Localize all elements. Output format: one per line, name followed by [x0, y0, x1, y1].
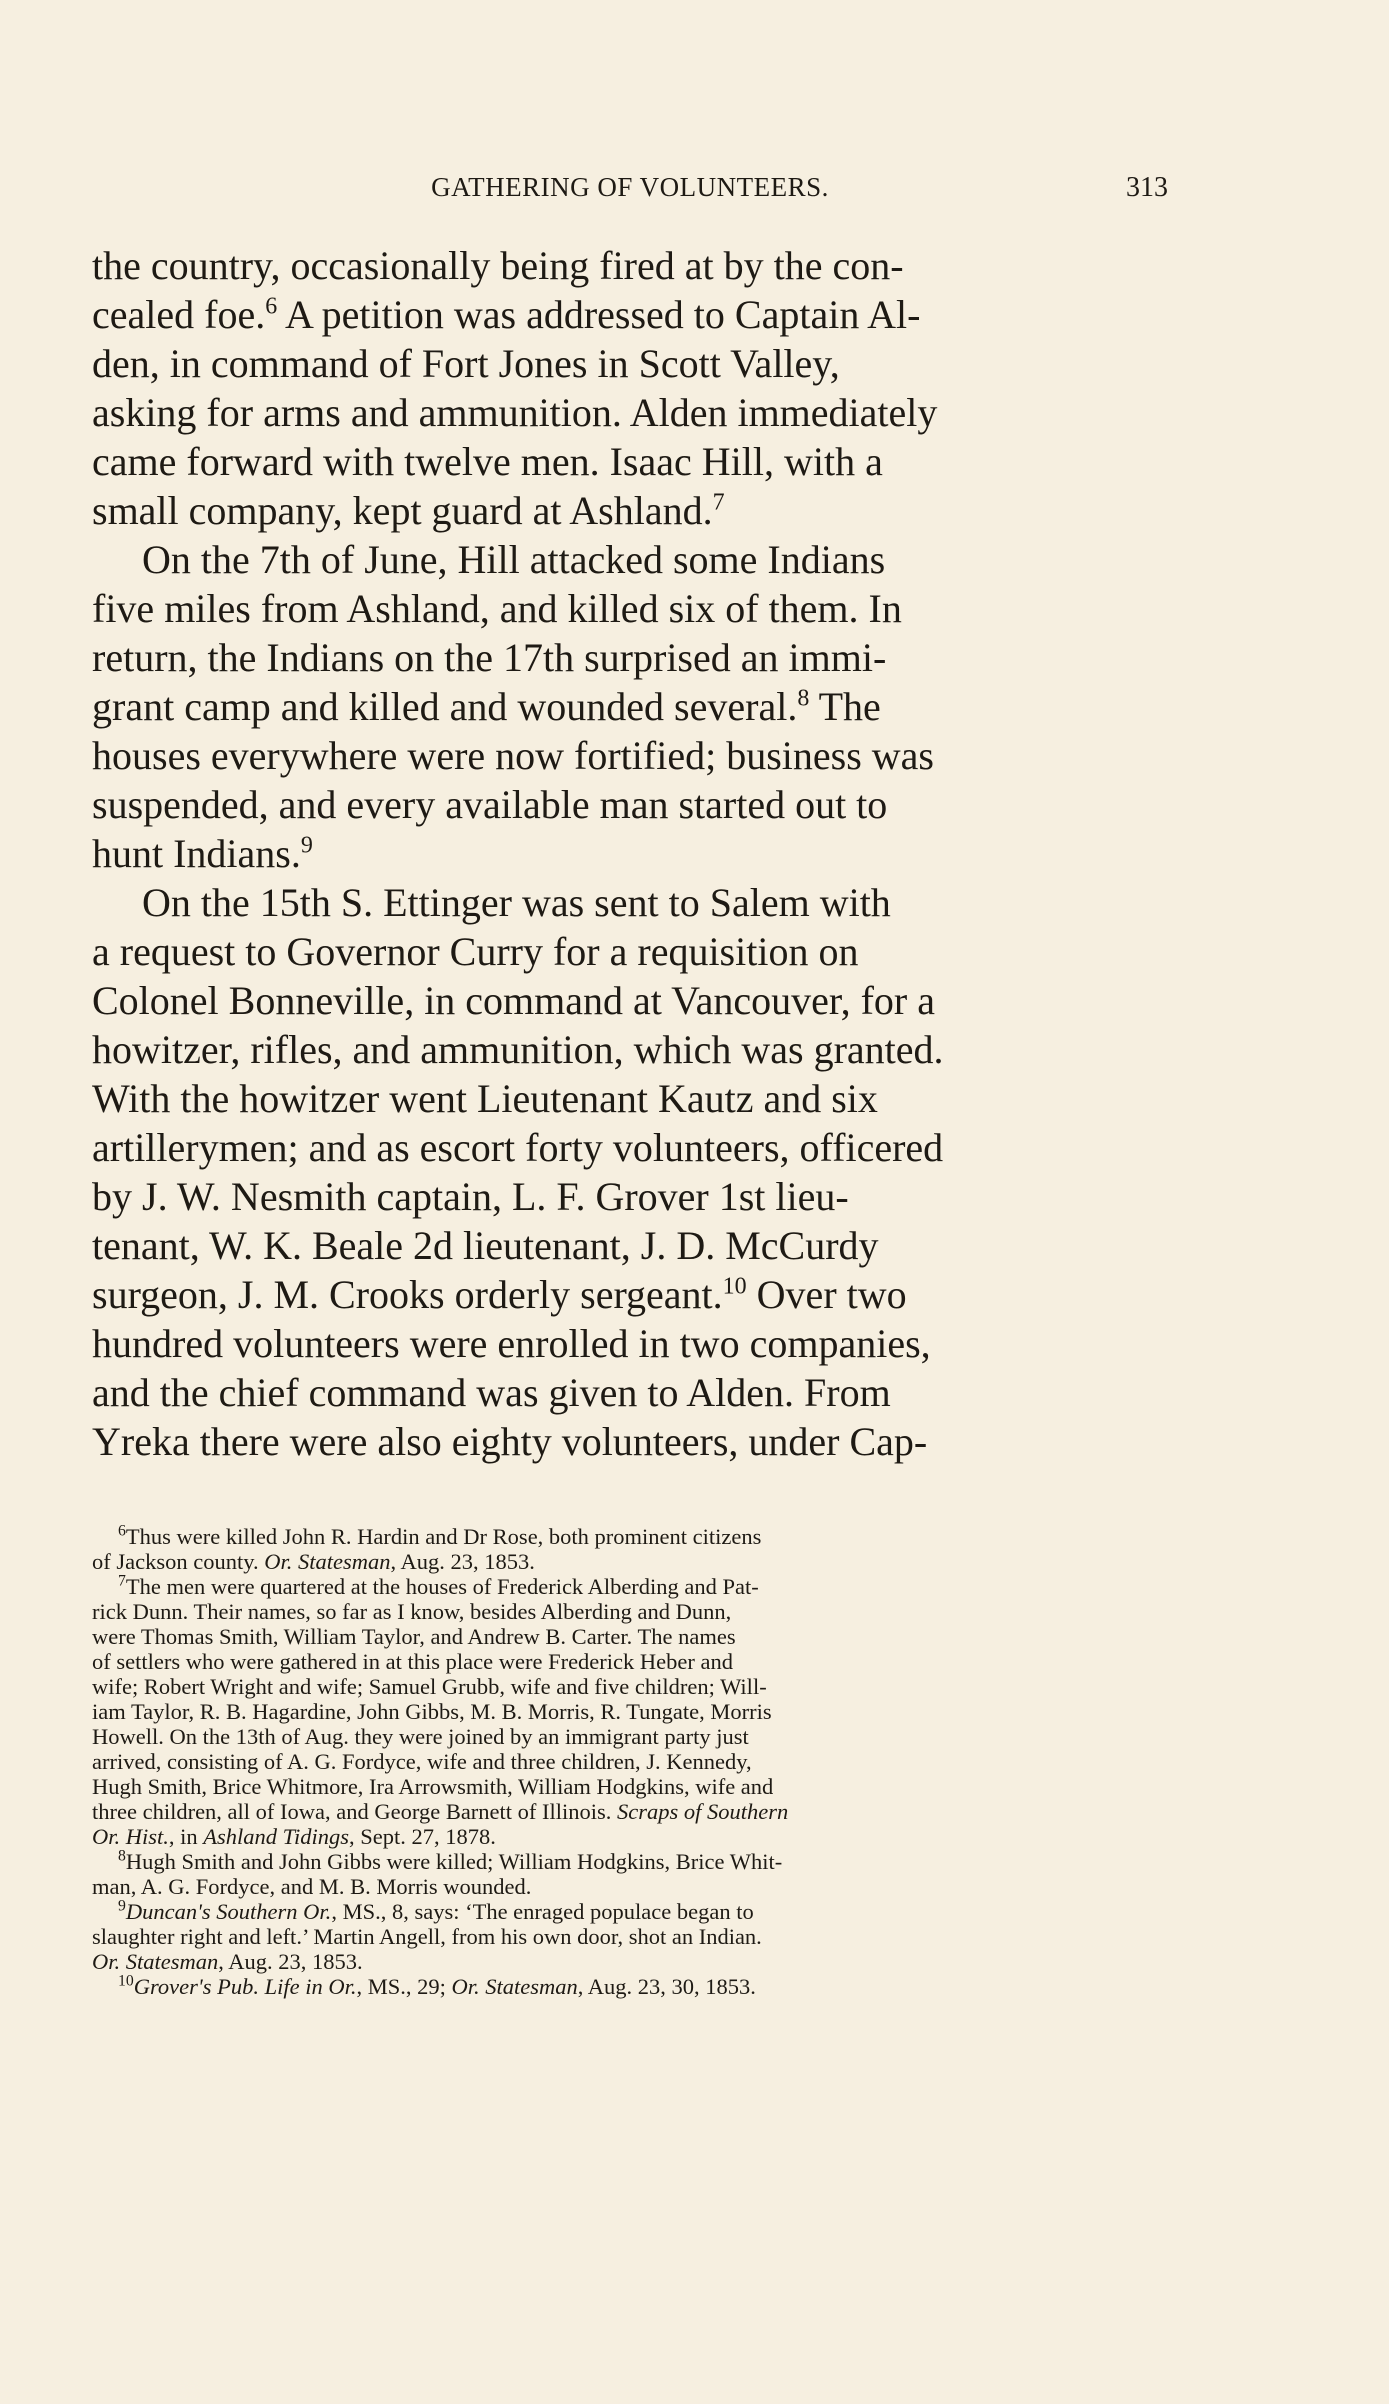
italic-text: Or. Hist. [92, 1824, 169, 1849]
text-run: the country, occasionally being fired at by the con- [92, 243, 904, 288]
footnote-line [92, 1899, 1168, 1924]
footnote-line [92, 1799, 1168, 1824]
text-run: wife; Robert Wright and wife; Samuel Grubb, wife and five children; Will- [92, 1674, 767, 1699]
footnotes [92, 1524, 1168, 1999]
body-line [92, 241, 1168, 290]
italic-text: Or. Statesman [264, 1549, 391, 1574]
text-run: howitzer, rifles, and ammunition, which was granted. [92, 1027, 944, 1072]
footnote-line [92, 1599, 1168, 1624]
italic-text: Or. Statesman [451, 1974, 578, 1999]
text-run: came forward with twelve men. Isaac Hill, with a [92, 439, 883, 484]
text-run: hunt Indians. [92, 831, 301, 876]
body-line [92, 682, 1168, 731]
footnote-marker: 9 [118, 1899, 126, 1915]
body-line [92, 633, 1168, 682]
page-number: 313 [1126, 172, 1168, 203]
footnote-line [92, 1649, 1168, 1674]
body-line [92, 437, 1168, 486]
text-run: man, A. G. Fordyce, and M. B. Morris wounded. [92, 1874, 532, 1899]
italic-text: Duncan's Southern Or. [125, 1899, 332, 1924]
body-line [92, 1319, 1168, 1368]
body-line [92, 1221, 1168, 1270]
footnote-line [92, 1724, 1168, 1749]
text-run: hundred volunteers were enrolled in two companies, [92, 1321, 931, 1366]
text-run: a request to Governor Curry for a requisition on [92, 929, 859, 974]
text-run: houses everywhere were now fortified; business was [92, 733, 934, 778]
footnote-line [92, 1524, 1168, 1549]
text-run: asking for arms and ammunition. Alden immediately [92, 390, 938, 435]
text-run: Colonel Bonneville, in command at Vancouver, for a [92, 978, 936, 1023]
footnote-line [92, 1674, 1168, 1699]
body-line [92, 486, 1168, 535]
footnote-marker: 6 [118, 1524, 126, 1540]
text-run: , MS., 8, says: ‘The enraged populace began to [331, 1899, 754, 1924]
text-run: , MS., 29; [356, 1974, 452, 1999]
text-run: A petition was addressed to Captain Al- [277, 292, 921, 337]
footnote-marker: 7 [712, 489, 725, 516]
text-run: return, the Indians on the 17th surprised an immi- [92, 635, 887, 680]
body-text [92, 241, 1168, 1466]
footnote-line [92, 1974, 1168, 1999]
footnote-marker: 9 [300, 832, 313, 859]
text-run: surgeon, J. M. Crooks orderly sergeant. [92, 1272, 723, 1317]
text-run: Howell. On the 13th of Aug. they were joined by an immigrant party just [92, 1724, 749, 1749]
page-header [92, 172, 1168, 212]
body-line [92, 1368, 1168, 1417]
footnote-line [92, 1874, 1168, 1899]
text-run: five miles from Ashland, and killed six of them. In [92, 586, 902, 631]
text-run: by J. W. Nesmith captain, L. F. Grover 1st lieu- [92, 1174, 849, 1219]
body-line [92, 1123, 1168, 1172]
body-line [92, 290, 1168, 339]
footnote-marker: 6 [265, 293, 278, 320]
text-run: , Aug. 23, 30, 1853. [577, 1974, 756, 1999]
text-run: tenant, W. K. Beale 2d lieutenant, J. D. McCurdy [92, 1223, 879, 1268]
italic-text: Grover's Pub. Life in Or. [133, 1974, 357, 1999]
text-run: of settlers who were gathered in at this place were Frederick Heber and [92, 1649, 733, 1674]
footnote-line [92, 1699, 1168, 1724]
text-run: , Aug. 23, 1853. [218, 1949, 363, 1974]
footnote-line [92, 1624, 1168, 1649]
running-title: GATHERING OF VOLUNTEERS. [431, 172, 829, 202]
footnote-line [92, 1949, 1168, 1974]
text-run: cealed foe. [92, 292, 266, 337]
footnote-marker: 8 [797, 685, 810, 712]
text-run: , Aug. 23, 1853. [390, 1549, 535, 1574]
italic-text: Scraps of Southern [617, 1799, 789, 1824]
text-run: , in [168, 1824, 204, 1849]
body-line [92, 339, 1168, 388]
text-run: artillerymen; and as escort forty volunteers, officered [92, 1125, 944, 1170]
body-line [92, 731, 1168, 780]
text-run: Hugh Smith and John Gibbs were killed; William Hodgkins, Brice Whit- [125, 1849, 783, 1874]
body-line [92, 1025, 1168, 1074]
body-line [92, 584, 1168, 633]
footnote-line [92, 1549, 1168, 1574]
footnote-line [92, 1924, 1168, 1949]
body-line [92, 780, 1168, 829]
text-run: Thus were killed John R. Hardin and Dr Rose, both prominent citizens [125, 1524, 762, 1549]
text-run: Yreka there were also eighty volunteers, under Cap- [92, 1419, 928, 1464]
footnote-marker: 8 [118, 1849, 126, 1865]
body-line [92, 829, 1168, 878]
footnote-marker: 10 [722, 1273, 747, 1300]
body-line [92, 388, 1168, 437]
italic-text: Or. Statesman [92, 1949, 219, 1974]
text-run: were Thomas Smith, William Taylor, and Andrew B. Carter. The names [92, 1624, 736, 1649]
footnote-line [92, 1749, 1168, 1774]
text-run: small company, kept guard at Ashland. [92, 488, 713, 533]
text-run: The [809, 684, 881, 729]
text-run: three children, all of Iowa, and George Barnett of Illinois. [92, 1799, 618, 1824]
body-line [92, 1172, 1168, 1221]
text-run: Hugh Smith, Brice Whitmore, Ira Arrowsmith, William Hodgkins, wife and [92, 1774, 774, 1799]
body-line [92, 1074, 1168, 1123]
body-line [92, 976, 1168, 1025]
text-run: den, in command of Fort Jones in Scott Valley, [92, 341, 840, 386]
body-line [92, 1417, 1168, 1466]
body-line [92, 878, 1168, 927]
text-run: grant camp and killed and wounded several. [92, 684, 798, 729]
text-run: The men were quartered at the houses of Frederick Alberding and Pat- [125, 1574, 759, 1599]
text-run: and the chief command was given to Alden. From [92, 1370, 891, 1415]
text-run: of Jackson county. [92, 1549, 265, 1574]
text-run: With the howitzer went Lieutenant Kautz and six [92, 1076, 878, 1121]
footnote-line [92, 1849, 1168, 1874]
footnote-marker: 10 [118, 1974, 134, 1990]
body-line [92, 1270, 1168, 1319]
footnote-line [92, 1574, 1168, 1599]
footnote-marker: 7 [118, 1574, 126, 1590]
text-run: , Sept. 27, 1878. [348, 1824, 496, 1849]
body-line [92, 927, 1168, 976]
italic-text: Ashland Tidings [203, 1824, 349, 1849]
text-run: On the 7th of June, Hill attacked some Indians [142, 537, 886, 582]
text-run: rick Dunn. Their names, so far as I know, besides Alberding and Dunn, [92, 1599, 732, 1624]
text-run: arrived, consisting of A. G. Fordyce, wife and three children, J. Kennedy, [92, 1749, 752, 1774]
body-line [92, 535, 1168, 584]
text-run: Over two [746, 1272, 907, 1317]
text-run: On the 15th S. Ettinger was sent to Salem with [142, 880, 891, 925]
footnote-line [92, 1774, 1168, 1799]
text-run: suspended, and every available man started out to [92, 782, 888, 827]
text-run: slaughter right and left.’ Martin Angell, from his own door, shot an Indian. [92, 1924, 762, 1949]
footnote-line [92, 1824, 1168, 1849]
text-run: iam Taylor, R. B. Hagardine, John Gibbs, M. B. Morris, R. Tungate, Morris [92, 1699, 772, 1724]
